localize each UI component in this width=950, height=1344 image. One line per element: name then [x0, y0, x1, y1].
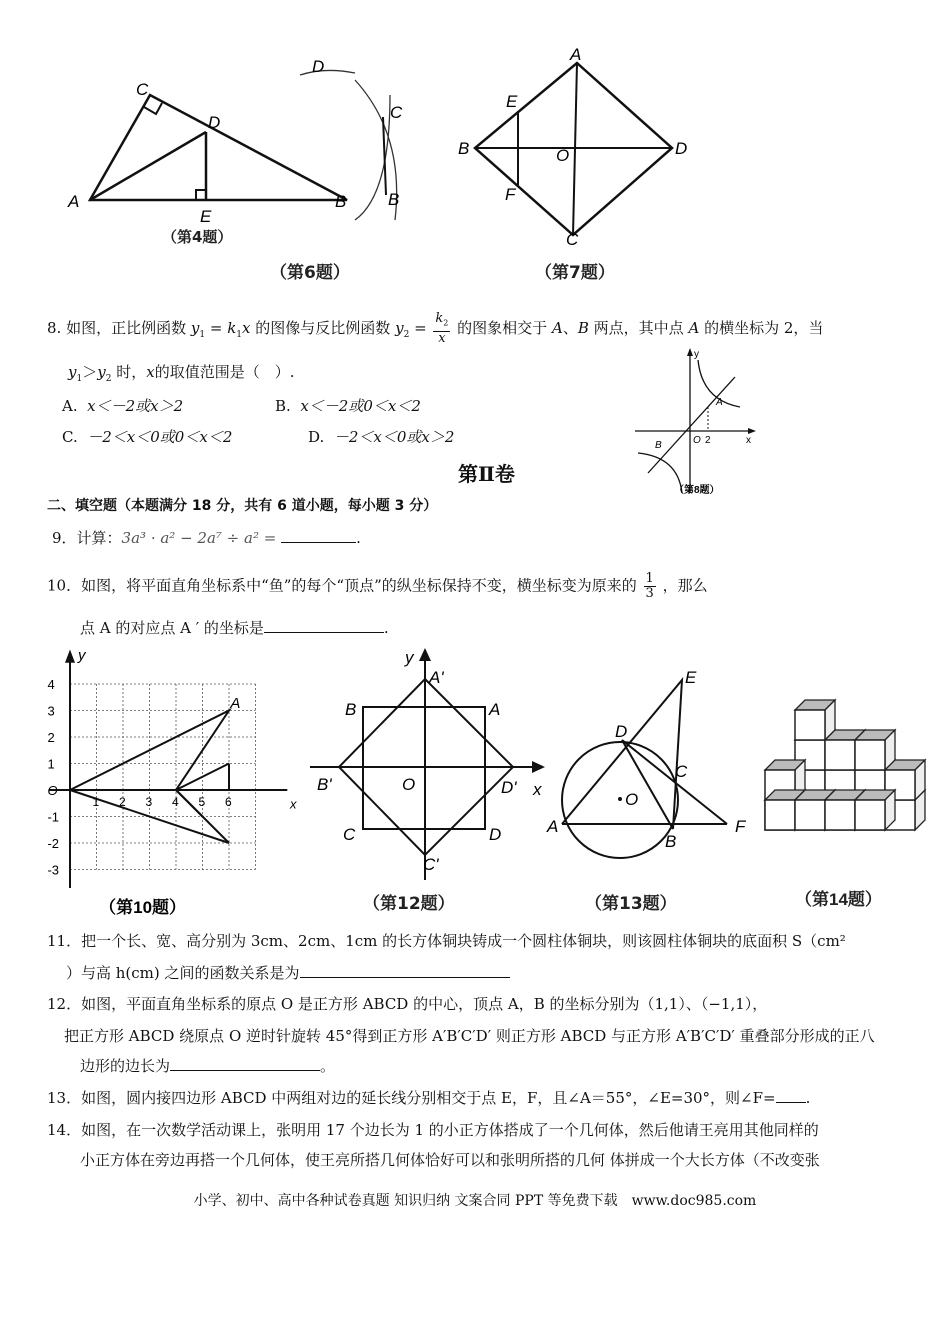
- q9: 9．计算：3a³ · a² − 2a⁷ ÷ a² = .: [52, 529, 361, 547]
- fig7-label-c: C: [566, 230, 579, 249]
- fig7-label-o: O: [556, 146, 570, 165]
- fig12-label-c-prime: C': [423, 855, 439, 874]
- fig10-y-arrow: [65, 650, 75, 663]
- fig10-y-tick: O: [47, 783, 58, 798]
- fig12-label-b: B: [345, 700, 357, 719]
- q8-option-c: C. －2＜x＜0或0＜x＜2: [62, 428, 233, 446]
- q9-answer-blank[interactable]: [281, 528, 356, 543]
- fig14-caption: （第14题）: [795, 890, 882, 909]
- fig10-x-tick: 5: [198, 795, 206, 809]
- fig10-y-tick: 4: [47, 677, 55, 692]
- fig6-label-d: D: [312, 57, 325, 76]
- part2-heading: 二、填空题（本题满分 18 分，共有 6 道小题，每小题 3 分）: [47, 498, 438, 514]
- fig10-y-tick: 1: [47, 756, 55, 772]
- fig7-label-d: D: [675, 139, 688, 158]
- fig12-label-a: A: [489, 700, 501, 719]
- fig12-label-y: y: [405, 648, 414, 667]
- fig12-label-d-prime: D': [501, 778, 517, 797]
- fig12-label-c: C: [343, 825, 356, 844]
- fig10-x-tick: 6: [225, 795, 232, 809]
- fig13-label-a: A: [547, 817, 559, 836]
- fig13-label-f: F: [735, 817, 746, 836]
- fig8-label-o: O: [693, 435, 701, 446]
- q12-line1: 12．如图，平面直角坐标系的原点 O 是正方形 ABCD 的中心，顶点 A，B 的坐标分别为（1,1）、（−1,1），: [47, 995, 768, 1013]
- fig6-label-b: B: [388, 190, 400, 209]
- fig13-label-c: C: [675, 762, 688, 781]
- figure-6-caption: [270, 258, 370, 288]
- fig7-label-e: E: [506, 92, 518, 111]
- q13-answer-blank[interactable]: [776, 1088, 806, 1103]
- fig8-label-x: x: [746, 435, 751, 446]
- q10-fraction: $\frac{1}{3}$: [645, 571, 654, 601]
- q12-line2: 把正方形 ABCD 绕原点 O 逆时针旋转 45°得到正方形 A′B′C′D′ 则正方形 ABCD 与正方形 A′B′C′D′ 重叠部分形成的正八: [64, 1027, 875, 1045]
- q12-answer-blank[interactable]: [170, 1056, 320, 1071]
- q10-answer-blank[interactable]: [264, 618, 384, 633]
- fig6-label-c: C: [390, 103, 403, 122]
- fig8-label-2: 2: [705, 435, 711, 446]
- fig8-label-a: A: [716, 397, 723, 408]
- figure-7-caption: [535, 258, 635, 288]
- fig12-label-b-prime: B': [317, 775, 332, 794]
- fig12-label-x: x: [533, 780, 542, 799]
- q11-answer-blank[interactable]: [300, 963, 510, 978]
- fig13-label-o: O: [625, 790, 639, 809]
- q10-line1: 10．如图，将平面直角坐标系中“鱼”的每个“顶点”的纵坐标保持不变，横坐标变为原来的 $\frac{1}{3}$ ，那么: [47, 571, 708, 601]
- fig7-label-b: B: [458, 139, 470, 158]
- fig7-label-a: A: [570, 45, 582, 64]
- fig10-axis-x-label: x: [289, 796, 297, 812]
- q8-line1: 8. 如图，正比例函数 $y_1 = k_1x$ 的图像与反比例函数 $y_2$ = $\frac{k_2}{x}$ 的图象相交于 A、B 两点，其中点 A 的横坐标为 2，当: [47, 311, 824, 346]
- fig10-x-tick: 2: [119, 795, 126, 809]
- q8-option-b: B. x＜－2或0＜x＜2: [275, 397, 421, 415]
- q8-option-a: A. x＜－2或x＞2: [62, 397, 184, 415]
- q8-option-d: D. －2＜x＜0或x＞2: [308, 428, 455, 446]
- q14-line2: 小正方体在旁边再搭一个几何体，使王亮所搭几何体恰好可以和张明所搭的几何 体拼成一个大长方体（不改变张: [80, 1151, 820, 1169]
- fig8-label-y: y: [694, 349, 699, 360]
- fig8-label-b: B: [655, 440, 662, 451]
- fig12-label-o: O: [402, 775, 416, 794]
- q8-expr-y1: y: [190, 318, 200, 337]
- figure-13: [545, 665, 755, 915]
- figure-12: [305, 645, 555, 915]
- figure-14: [760, 680, 945, 920]
- fig10-axis-y-label: y: [77, 647, 86, 665]
- fig14-cube: [795, 700, 835, 740]
- fig13-label-e: E: [685, 668, 697, 687]
- fig10-x-tick: 3: [145, 795, 153, 809]
- fig14-cube: [855, 730, 895, 770]
- fig4-label-a: A: [68, 192, 80, 211]
- fig10-y-tick: 3: [47, 703, 55, 719]
- fig10-x-tick: 1: [92, 795, 100, 809]
- q12-line3: 边形的边长为 。: [80, 1057, 336, 1075]
- page-footer: 小学、初中、高中各种试卷真题 知识归纳 文案合同 PPT 等免费下载 www.doc985.com: [193, 1193, 757, 1209]
- fig7-label-f: F: [505, 185, 516, 204]
- fig13-label-b: B: [665, 832, 677, 851]
- fig12-caption: （第12题）: [363, 894, 455, 914]
- fig4-caption: （第4题）: [162, 228, 233, 246]
- fig4-label-c: C: [136, 80, 149, 99]
- fig10-y-tick: 2: [47, 730, 55, 745]
- fig10-x-tick: 4: [172, 795, 179, 809]
- fig10-point-a: A: [230, 694, 241, 712]
- figure-8: [630, 345, 770, 500]
- svg-text:（第7题）: （第7题）: [535, 263, 615, 283]
- fig10-y-tick: -2: [47, 836, 60, 851]
- figure-6: [280, 55, 420, 255]
- fig10-y-tick: -3: [47, 862, 60, 878]
- fig12-label-a-prime: A': [429, 668, 444, 687]
- q11-line2: ）与高 h(cm) 之间的函数关系是为: [66, 963, 510, 983]
- fig14-cube: [855, 790, 895, 830]
- svg-text:（第6题）: （第6题）: [270, 263, 350, 283]
- fig4-label-e: E: [200, 207, 212, 226]
- figure-10: [45, 647, 305, 920]
- fig13-caption: （第13题）: [585, 894, 677, 914]
- fig4-label-b: B: [335, 192, 347, 211]
- q14-line1: 14．如图，在一次数学活动课上，张明用 17 个边长为 1 的小正方体搭成了一个几何体，然后他请王亮用其他同样的: [47, 1121, 819, 1139]
- fig10-y-tick: -1: [47, 809, 60, 825]
- q8-fraction: $\frac{k_2}{x}$: [435, 311, 449, 346]
- q8-line2: $y_1>y_2$ 时，x的取值范围是（ ）.: [68, 363, 295, 384]
- fig8-caption: （第8题）: [674, 485, 720, 496]
- q11-line1: 11．把一个长、宽、高分别为 3cm、2cm、1cm 的长方体铜块铸成一个圆柱体铜块，则该圆柱体铜块的底面积 S（cm²: [47, 932, 846, 950]
- fig13-label-d: D: [615, 722, 628, 741]
- fig10-caption: （第10题）: [99, 898, 187, 918]
- figure-7: [450, 45, 700, 250]
- q10-line2: 点 A 的对应点 A ′ 的坐标是 .: [80, 619, 389, 637]
- section-2-title: 第Ⅱ卷: [458, 462, 515, 486]
- fig12-label-d: D: [489, 825, 502, 844]
- q13: 13．如图，圆内接四边形 ABCD 中两组对边的延长线分别相交于点 E，F，且∠A＝55°，∠E=30°，则∠F= .: [47, 1089, 811, 1107]
- fig4-label-d: D: [208, 113, 221, 132]
